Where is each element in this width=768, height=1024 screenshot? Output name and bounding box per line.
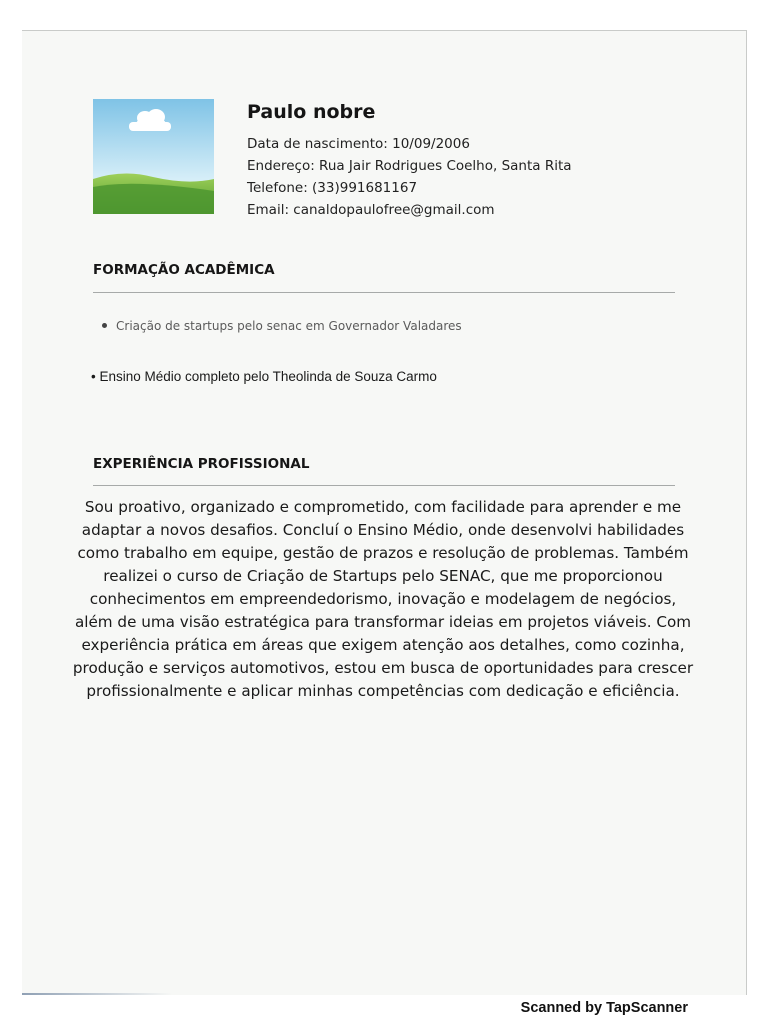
bullet-icon [102, 323, 107, 328]
paragraph-line: conhecimentos em empreendedorismo, inovação e modelagem de negócios, [89, 590, 677, 608]
education-item: • Ensino Médio completo pelo Theolinda de Souza Carmo [91, 369, 437, 384]
experience-divider [93, 485, 675, 486]
birth-date: Data de nascimento: 10/09/2006 [247, 136, 470, 152]
paragraph-line: adaptar a novos desafios. Concluí o Ensino Médio, onde desenvolvi habilidades [81, 521, 685, 539]
page-edge-shadow [22, 993, 172, 995]
paragraph-line: produção e serviços automotivos, estou em busca de oportunidades para crescer [72, 659, 694, 677]
paragraph-line: como trabalho em equipe, gestão de prazos e resolução de problemas. Também [77, 544, 689, 562]
education-heading: FORMAÇÃO ACADÊMICA [93, 262, 275, 278]
education-divider [93, 292, 675, 293]
resume-page [22, 30, 747, 995]
paragraph-line: experiência prática em áreas que exigem atenção aos detalhes, como cozinha, [81, 636, 685, 654]
experience-paragraph [58, 496, 708, 703]
landscape-placeholder-icon [93, 99, 214, 214]
phone: Telefone: (33)991681167 [247, 180, 418, 196]
address: Endereço: Rua Jair Rodrigues Coelho, Santa Rita [247, 158, 572, 174]
paragraph-line: realizei o curso de Criação de Startups pelo SENAC, que me proporcionou [103, 567, 663, 585]
scanner-watermark: Scanned by TapScanner [520, 1000, 688, 1016]
candidate-name: Paulo nobre [247, 101, 376, 123]
education-item [102, 319, 462, 333]
contact-info [247, 133, 572, 221]
email: Email: canaldopaulofree@gmail.com [247, 202, 495, 218]
education-item-text: Criação de startups pelo senac em Governador Valadares [116, 319, 462, 333]
paragraph-line: além de uma visão estratégica para transformar ideias em projetos viáveis. Com [74, 613, 692, 631]
experience-heading: EXPERIÊNCIA PROFISSIONAL [93, 456, 310, 472]
paragraph-line: Sou proativo, organizado e comprometido, com facilidade para aprender e me [84, 498, 682, 516]
profile-photo-placeholder [93, 99, 214, 214]
paragraph-line: profissionalmente e aplicar minhas competências com dedicação e eficiência. [86, 682, 680, 700]
